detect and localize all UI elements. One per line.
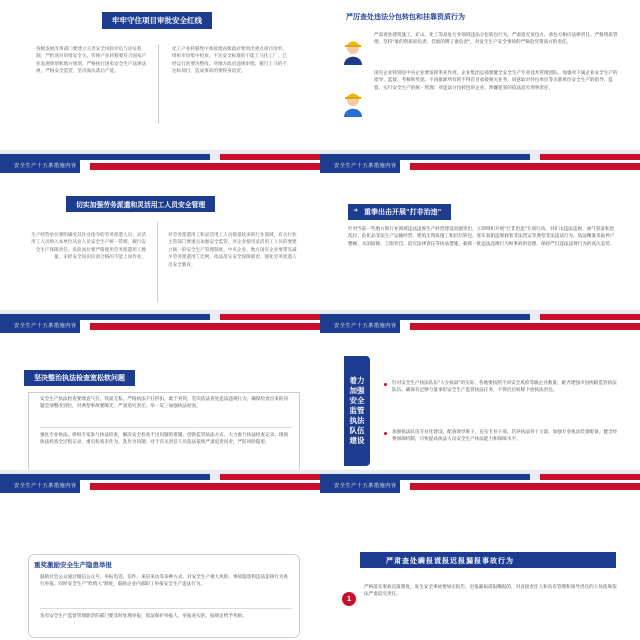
slide-title: 严肃查处瞒报谎报迟报漏报事故行为 xyxy=(386,557,514,565)
item-2: 加强执法队伍专业化建设，配备领导班子，充实专业干部，培养执法骨干力量，加强专业执法装备配备，健全经费保障机制，尽快提高执法人员安全生产执法能力和保障水平。 xyxy=(392,430,618,443)
slide-title: 严厉查处违法分包转包和挂靠资质行为 xyxy=(346,13,465,21)
bottom-bar xyxy=(0,150,320,160)
paragraph-2: 强化专业执法，组织专家参与执法检查，解决安全检查不出问题的难题。创新监管执法方式，大力推行执法检查记录、现场执法检查全过程记录，重点检查未作为、乱作为问题；对于有关责任人员依法依规严肃追责问责，严防风险隐患。 xyxy=(40,433,289,446)
paragraph: 针对当前一些地方和行业领域违法违规生产经营建设问题突出，立即组织开展"打非治违"专项行动。对矿山违法违规、油气管道私挖乱拉、危化品非法生产运输经营、建筑无资质施工和层层转包、客车客船违规载客非法营运等典型非法违法行为，依法精准采取停产整顿、关闭取缔、上限处罚、追究法律责任等执法措施，狠抓一批违法违规行为和事故的处理，保持严打违法违规行为的高压态势。 xyxy=(348,227,615,247)
slide-project-approval xyxy=(0,0,320,160)
slide-labor-dispatch xyxy=(0,160,320,320)
bottom-bar xyxy=(320,310,640,320)
paragraph-1: 鼓励社会公众通过微信公众号、举报电话、信件、来信来访等多种方式，对安全生产重大风险、事故隐患和违法违规行为进行举报。同时安全生产"吹哨人"制度，鼓励企业内部职工举报安全生产违法行为。 xyxy=(40,575,289,588)
slide-title: 切实加强劳务派遣和灵活用工人员安全管理 xyxy=(66,196,215,212)
left-paragraph: 生产经营单位要明确受其作业指令的劳务派遣人员、灵活用工人员纳入本单位从业人员安全生产统一管理，履行安全生产保障责任。危险岗位要严格使用劳务派遣用工数量，未经安全知识培训合格的不能上岗作业。 xyxy=(31,233,146,261)
paragraph-1: 安全生产执法检查要理直气壮、铁面无私，严格执法不打折扣，敢于亮剑，坚决依法查处违法违规行为，确保检查出来的问题全部整改到位，对典型事故要曝光，严肃追究责任，举一反三加强执法检查。 xyxy=(40,397,289,410)
worker-icon xyxy=(340,86,366,118)
slide-title: 重奖激励安全生产隐患举报 xyxy=(34,561,112,569)
worker-icon xyxy=(340,34,366,66)
bottom-bar xyxy=(320,150,640,160)
divider xyxy=(158,44,159,124)
slide-enforcement xyxy=(0,320,320,480)
item-1: 严格落实事故直报制度，发生安全事故要如实报告，迟报漏报谎报瞒报的，对直接责任人和负有管理和领导责任的人员依规依法严肃追究责任。 xyxy=(364,585,617,598)
right-paragraph: 化工产业转移集中承接地省级政府要到出重点项目清单，组织市县集中检查。不达安全标准的不能上马化工厂，已经运行的要决整改。对地方政府违规审批、履行上马的不达标项目，造成事故的要终身追责。 xyxy=(172,47,287,75)
divider xyxy=(40,427,292,428)
slide-title: 牢牢守住项目审批安全红线 xyxy=(102,12,212,29)
paragraph-1: 严肃查处建筑施工、矿山、化工等高危行业领域违法分包转包行为。严肃追究发包方、承包方相应法律责任。严格资质管理，坚持"谁的资质谁负责、挂谁的牌子谁负责"，对发生生产安全事故的严格追究资质方的责任。 xyxy=(374,33,618,46)
bottom-bar xyxy=(0,310,320,320)
slide-title xyxy=(348,204,451,220)
content-frame xyxy=(28,554,300,638)
slide-title: 坚决整治执法检查宽松软问题 xyxy=(24,370,135,386)
item-number-badge: 1 xyxy=(342,592,356,606)
strip-label: 安全生产十五条措施内容 xyxy=(14,483,77,489)
slide-crackdown xyxy=(320,160,640,320)
bullet-icon xyxy=(384,383,387,386)
right-paragraph: 对劳务派遣用工和灵活用工人员数量较多的行业领域，有关行业主管部门要重点加强安全监管。对企业使用灵活用工人员的要建立统一的安全生产管理制度。中央企业、地方国有企业要带头减少劳务派遣用工比例，依法落实安全保障职责，强化劳务派遣人员安全教育。 xyxy=(168,233,297,268)
left-paragraph: 各级发展改革部门要建立完善安全风险评估与论证机制，严把项目审批安全关。传统产业转移要符合国家产业发展规划和地方规划，严格执行国家安全生产法律法规，严格安全监管，坚决淘汰落后产能。 xyxy=(36,47,147,75)
strip-label: 安全生产十五条措施内容 xyxy=(14,323,77,329)
side-label: 着力加强安全监管执法队伍建设 xyxy=(344,356,370,466)
strip-label: 安全生产十五条措施内容 xyxy=(14,163,77,169)
slide-subcontracting xyxy=(320,0,640,160)
arrow-icon: ➜ xyxy=(353,207,359,214)
paragraph-2: 国有企业特别是中央企业要发挥率先作用，企业集团总部要健全安全生产专业技术管理团队，加强对下属企业安全生产的指导、监督、考核和奖惩。不再推卸所有的不得首目承接相关业务，同意取对外包单位等关联单位安全生产的指导、监督，实行安全生产的统一管理；对违法分包转包的企业，涉嫌犯罪的依法追究刑事责任。 xyxy=(374,71,618,91)
bottom-bar xyxy=(0,470,320,480)
strip-label: 安全生产十五条措施内容 xyxy=(334,323,397,329)
item-1: 针对安全生产执法队伍"人少质弱"的实际，各地要按照不同安全风险等级企业数量，配齐建强市县两级监管执法队伍，确保有足够力量承担安全生产监管执法任务，不得层层转移下放执法责任。 xyxy=(392,381,617,394)
bullet-icon xyxy=(384,432,387,435)
strip-label: 安全生产十五条措施内容 xyxy=(334,483,397,489)
bottom-bar xyxy=(320,470,640,480)
paragraph-2: 负有安全生产监督管理职责的部门要及时处理举报，依法保护举报人，举报查实的，按规定给予奖励。 xyxy=(40,614,247,619)
strip-label: 安全生产十五条措施内容 xyxy=(334,163,397,169)
slide-title-text: 重拳出击开展"打非治违" xyxy=(364,208,442,216)
divider xyxy=(40,608,292,609)
slide-team-building xyxy=(320,320,640,480)
slide-whistleblower xyxy=(0,480,320,640)
slide-accident-reporting xyxy=(320,480,640,640)
divider xyxy=(157,222,158,302)
